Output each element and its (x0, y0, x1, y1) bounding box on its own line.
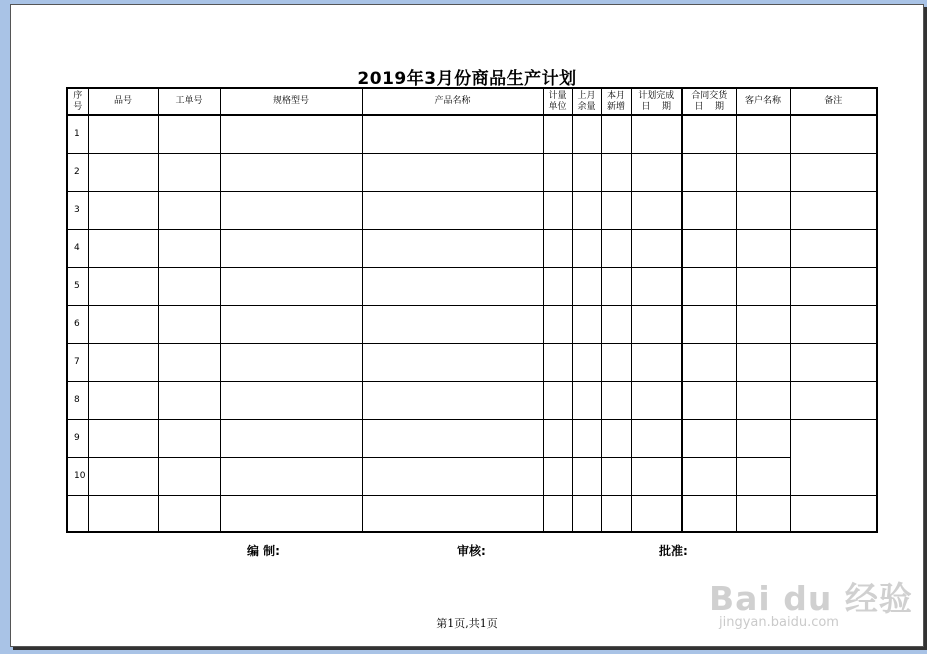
table-cell[interactable] (158, 153, 220, 191)
table-cell[interactable] (790, 115, 877, 153)
sheet-title: 2019年3月份商品生产计划 (357, 69, 577, 89)
header-product-name: 产品名称 (362, 88, 543, 115)
row-seq-cell (67, 495, 88, 532)
table-cell[interactable] (220, 457, 362, 495)
table-cell[interactable] (362, 153, 543, 191)
row-seq-cell: 3 (67, 191, 88, 229)
table-cell[interactable] (158, 115, 220, 153)
table-cell[interactable] (736, 419, 790, 457)
prepared-by-label: 编 制: (247, 544, 280, 558)
table-row (67, 115, 877, 153)
table-cell[interactable] (736, 267, 790, 305)
row-seq-cell: 10 (67, 457, 88, 495)
table-cell[interactable] (158, 381, 220, 419)
table-cell[interactable] (88, 305, 158, 343)
table-cell[interactable] (88, 381, 158, 419)
header-customer-name: 客户名称 (736, 88, 790, 115)
row-seq-cell: 6 (67, 305, 88, 343)
row-seq-cell: 9 (67, 419, 88, 457)
table-cell[interactable] (88, 191, 158, 229)
table-cell[interactable] (631, 343, 682, 381)
approved-by-label: 批准: (659, 544, 688, 558)
table-cell[interactable] (736, 191, 790, 229)
header-contract-delivery-date: 合同交货 日 期 (682, 88, 736, 115)
table-cell[interactable] (572, 305, 601, 343)
table-cell[interactable] (572, 495, 601, 532)
table-cell[interactable] (601, 305, 631, 343)
table-cell[interactable] (543, 191, 572, 229)
table-cell[interactable] (682, 381, 736, 419)
table-cell[interactable] (362, 115, 543, 153)
table-cell[interactable] (362, 495, 543, 532)
header-order-no: 工单号 (158, 88, 220, 115)
table-cell[interactable] (736, 305, 790, 343)
table-cell[interactable] (572, 229, 601, 267)
table-cell[interactable] (682, 457, 736, 495)
header-last-month-balance: 上月 余量 (572, 88, 601, 115)
table-cell[interactable] (631, 495, 682, 532)
table-cell[interactable] (158, 267, 220, 305)
header-spec: 规格型号 (220, 88, 362, 115)
table-cell[interactable] (220, 305, 362, 343)
header-product-no: 品号 (88, 88, 158, 115)
table-row (67, 267, 877, 305)
table-cell[interactable] (631, 115, 682, 153)
table-header-row (67, 88, 877, 115)
table-row (67, 191, 877, 229)
table-cell[interactable] (682, 153, 736, 191)
table-cell[interactable] (631, 153, 682, 191)
table-cell[interactable] (682, 115, 736, 153)
table-cell[interactable] (682, 419, 736, 457)
table-cell[interactable] (790, 419, 877, 457)
baidu-watermark-url: jingyan.baidu.com (719, 615, 839, 630)
table-cell[interactable] (601, 153, 631, 191)
table-cell[interactable] (543, 495, 572, 532)
baidu-watermark-logo: Bai du 经验 (709, 579, 913, 618)
table-cell[interactable] (88, 229, 158, 267)
row-seq-cell: 8 (67, 381, 88, 419)
table-cell[interactable] (682, 305, 736, 343)
table-cell[interactable] (220, 267, 362, 305)
table-cell[interactable] (601, 191, 631, 229)
table-cell[interactable] (158, 343, 220, 381)
page-number: 第1页,共1页 (436, 617, 498, 630)
table-cell[interactable] (362, 229, 543, 267)
table-cell[interactable] (631, 419, 682, 457)
table-row (67, 495, 877, 532)
row-seq-cell: 1 (67, 115, 88, 153)
table-cell[interactable] (736, 343, 790, 381)
table-cell[interactable] (631, 381, 682, 419)
table-row (67, 153, 877, 191)
table-cell[interactable] (158, 191, 220, 229)
table-cell[interactable] (88, 115, 158, 153)
row-seq-cell: 5 (67, 267, 88, 305)
table-cell[interactable] (220, 229, 362, 267)
table-cell[interactable] (220, 191, 362, 229)
table-row (67, 381, 877, 419)
table-cell[interactable] (601, 115, 631, 153)
table-cell[interactable] (362, 267, 543, 305)
table-cell[interactable] (682, 495, 736, 532)
table-cell[interactable] (601, 381, 631, 419)
table-cell[interactable] (543, 381, 572, 419)
table-cell[interactable] (220, 115, 362, 153)
table-cell[interactable] (790, 267, 877, 305)
table-cell[interactable] (362, 457, 543, 495)
table-cell[interactable] (572, 457, 601, 495)
table-cell[interactable] (790, 495, 877, 532)
table-cell[interactable] (682, 191, 736, 229)
table-cell[interactable] (790, 153, 877, 191)
table-cell[interactable] (220, 495, 362, 532)
table-cell[interactable] (88, 153, 158, 191)
table-row (67, 457, 877, 495)
table-cell[interactable] (601, 343, 631, 381)
table-cell[interactable] (601, 457, 631, 495)
table-row (67, 419, 877, 457)
table-cell[interactable] (682, 267, 736, 305)
header-this-month-new: 本月 新增 (601, 88, 631, 115)
table-cell[interactable] (631, 267, 682, 305)
table-cell[interactable] (158, 229, 220, 267)
table-cell[interactable] (543, 229, 572, 267)
table-cell[interactable] (220, 343, 362, 381)
table-cell[interactable] (362, 381, 543, 419)
table-cell[interactable] (601, 267, 631, 305)
table-cell[interactable] (572, 381, 601, 419)
table-cell[interactable] (362, 191, 543, 229)
table-cell[interactable] (158, 457, 220, 495)
table-cell[interactable] (790, 305, 877, 343)
production-plan-table (66, 87, 878, 533)
header-unit: 计量 单位 (543, 88, 572, 115)
table-cell[interactable] (790, 343, 877, 381)
table-cell[interactable] (736, 495, 790, 532)
table-cell[interactable] (362, 343, 543, 381)
header-remarks: 备注 (790, 88, 877, 115)
table-cell[interactable] (572, 115, 601, 153)
table-cell[interactable] (736, 115, 790, 153)
table-cell[interactable] (601, 419, 631, 457)
table-cell[interactable] (362, 305, 543, 343)
table-cell[interactable] (601, 229, 631, 267)
table-cell[interactable] (543, 457, 572, 495)
table-cell[interactable] (543, 419, 572, 457)
table-row (67, 305, 877, 343)
table-cell[interactable] (362, 419, 543, 457)
table-cell[interactable] (158, 305, 220, 343)
table-cell[interactable] (736, 153, 790, 191)
table-cell[interactable] (543, 267, 572, 305)
table-cell[interactable] (736, 381, 790, 419)
header-planned-finish-date: 计划完成 日 期 (631, 88, 682, 115)
row-seq-cell: 7 (67, 343, 88, 381)
table-cell[interactable] (631, 457, 682, 495)
table-cell[interactable] (572, 343, 601, 381)
table-cell[interactable] (220, 153, 362, 191)
table-cell[interactable] (682, 343, 736, 381)
table-row (67, 229, 877, 267)
print-preview-page (10, 4, 924, 647)
table-cell[interactable] (572, 419, 601, 457)
table-cell[interactable] (88, 495, 158, 532)
table-cell[interactable] (220, 381, 362, 419)
table-cell[interactable] (790, 191, 877, 229)
table-cell[interactable] (543, 115, 572, 153)
table-cell[interactable] (631, 305, 682, 343)
row-seq-cell: 4 (67, 229, 88, 267)
table-cell[interactable] (88, 343, 158, 381)
table-cell[interactable] (543, 305, 572, 343)
table-cell[interactable] (790, 381, 877, 419)
header-seq: 序 号 (67, 88, 88, 115)
table-row (67, 343, 877, 381)
table-cell[interactable] (572, 267, 601, 305)
table-cell[interactable] (88, 267, 158, 305)
table-cell[interactable] (682, 229, 736, 267)
table-cell[interactable] (572, 153, 601, 191)
table-cell[interactable] (543, 343, 572, 381)
row-seq-cell: 2 (67, 153, 88, 191)
table-cell[interactable] (572, 191, 601, 229)
table-cell[interactable] (158, 495, 220, 532)
table-cell[interactable] (88, 457, 158, 495)
reviewed-by-label: 审核: (457, 544, 486, 558)
table-cell[interactable] (158, 419, 220, 457)
table-cell[interactable] (220, 419, 362, 457)
table-cell[interactable] (88, 419, 158, 457)
table-cell[interactable] (790, 229, 877, 267)
table-cell[interactable] (543, 153, 572, 191)
table-cell[interactable] (631, 191, 682, 229)
table-cell[interactable] (790, 457, 877, 495)
table-cell[interactable] (601, 495, 631, 532)
table-cell[interactable] (631, 229, 682, 267)
table-cell[interactable] (736, 457, 790, 495)
table-cell[interactable] (736, 229, 790, 267)
